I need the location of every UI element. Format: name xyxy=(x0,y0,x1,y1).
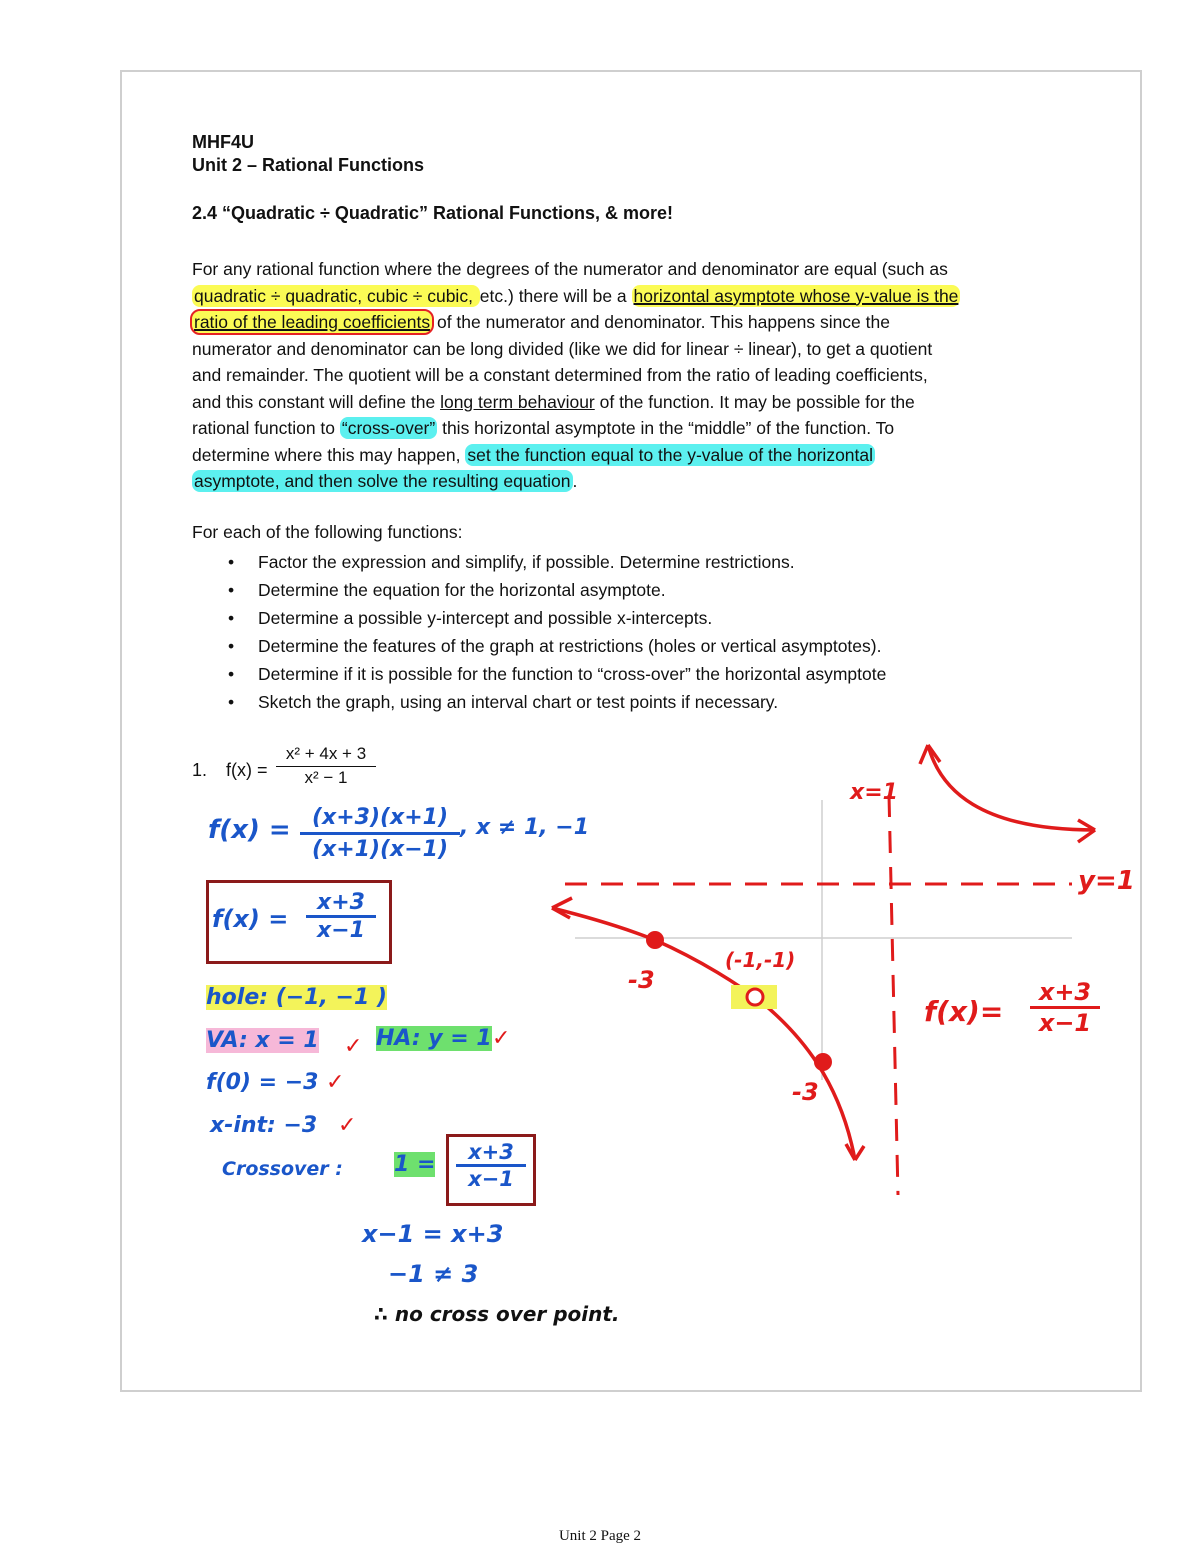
check-mark-icon: ✓ xyxy=(492,1026,511,1051)
ha-label: y=1 xyxy=(1078,866,1135,896)
text: this horizontal asymptote in the “middle” of the function. To xyxy=(437,418,895,438)
highlight-cyan: asymptote, and then solve the resulting equation xyxy=(194,471,571,491)
hw-simplified-denominator: x−1 xyxy=(317,918,365,943)
va-label: x=1 xyxy=(850,780,898,805)
page-footer: Unit 2 Page 2 xyxy=(558,1528,642,1544)
para-line: For any rational function where the degrees of the numerator and denominator are equal (such as xyxy=(192,259,948,279)
instructions-intro: For each of the following functions: xyxy=(192,522,463,542)
hw-crossover-step2: −1 ≠ 3 xyxy=(388,1260,479,1288)
hw-conclusion: ∴ no cross over point. xyxy=(374,1302,620,1326)
check-mark-icon: ✓ xyxy=(344,1034,363,1059)
list-item: • Determine a possible y-intercept and possible x-intercepts. xyxy=(228,608,713,628)
y-intercept-label: -3 xyxy=(792,1078,819,1106)
question-number: 1. xyxy=(192,760,208,780)
hw-crossover-denominator: x−1 xyxy=(468,1167,514,1191)
text: of the numerator and denominator. This happens since the xyxy=(432,312,890,332)
list-item: • Determine the equation for the horizontal asymptote. xyxy=(228,580,666,600)
list-item: • Determine the features of the graph at restrictions (holes or vertical asymptotes). xyxy=(228,636,882,656)
hw-hole: hole: (−1, −1 ) xyxy=(206,985,387,1010)
x-intercept-point xyxy=(646,931,664,949)
highlight-cross-over: “cross-over” xyxy=(341,418,436,438)
hw-crossover-numerator: x+3 xyxy=(456,1140,526,1167)
graph-function-fraction xyxy=(1030,978,1100,1037)
text: of the function. It may be possible for the xyxy=(594,391,915,412)
vertical-asymptote-line xyxy=(889,795,898,1195)
hw-crossover-label: Crossover : xyxy=(222,1158,343,1180)
hw-factored-denominator: (x+1)(x−1) xyxy=(311,837,449,862)
graph-function-lhs: f(x)= xyxy=(924,995,1004,1028)
arrow-left-icon xyxy=(552,898,572,918)
left-branch-curve xyxy=(552,908,855,1160)
text: and this constant will define the xyxy=(192,391,441,412)
hw-x-intercept: x-int: −3 xyxy=(210,1113,318,1138)
text: . xyxy=(572,471,578,491)
hw-restrictions: , x ≠ 1, −1 xyxy=(460,815,590,840)
highlight-horizontal-asymptote: horizontal asymptote whose y-value is the xyxy=(633,285,959,306)
hw-crossover-lhs: 1 = xyxy=(394,1152,436,1177)
hw-horizontal-asymptote: HA: y = 1 xyxy=(376,1026,492,1051)
list-item: • Factor the expression and simplify, if possible. Determine restrictions. xyxy=(228,552,795,572)
lesson-title: 2.4 “Quadratic ÷ Quadratic” Rational Functions, & more! xyxy=(192,203,673,223)
course-code: MHF4U xyxy=(192,132,254,152)
hw-factored-numerator: (x+3)(x+1) xyxy=(300,805,460,835)
question-denominator: x² − 1 xyxy=(304,768,348,787)
hw-simplified-numerator: x+3 xyxy=(306,890,376,918)
question-lhs: f(x) = xyxy=(226,760,268,780)
graph-function-denominator: x−1 xyxy=(1038,1009,1092,1037)
unit-title: Unit 2 – Rational Functions xyxy=(192,155,425,175)
underlined-long-term-behaviour: long term behaviour xyxy=(440,391,595,412)
hw-factored-lhs: f(x) = xyxy=(208,815,291,845)
hw-crossover-step1: x−1 = x+3 xyxy=(362,1220,504,1248)
para-line: and remainder. The quotient will be a constant determined from the ratio of leading coefficients, xyxy=(192,365,928,385)
list-item: • Determine if it is possible for the function to “cross-over” the horizontal asymptote xyxy=(228,664,887,684)
text: etc.) there will be a xyxy=(479,285,632,306)
x-intercept-label: -3 xyxy=(628,966,655,994)
text: rational function to xyxy=(192,418,340,438)
hw-y-intercept: f(0) = −3 xyxy=(206,1070,319,1095)
question-numerator: x² + 4x + 3 xyxy=(276,744,376,767)
text: determine where this may happen, xyxy=(192,444,466,465)
y-intercept-point xyxy=(814,1053,832,1071)
hole-point xyxy=(747,989,763,1005)
hole-label: (-1,-1) xyxy=(725,948,796,972)
hw-vertical-asymptote: VA: x = 1 xyxy=(206,1028,319,1053)
check-mark-icon: ✓ xyxy=(326,1070,345,1095)
highlight-yellow: quadratic ÷ quadratic, cubic ÷ cubic, xyxy=(194,285,478,306)
para-line: numerator and denominator can be long divided (like we did for linear ÷ linear), to get a quotient xyxy=(192,338,933,359)
list-item: • Sketch the graph, using an interval chart or test points if necessary. xyxy=(228,692,779,712)
hw-simplified-lhs: f(x) = xyxy=(212,905,289,933)
right-branch-curve xyxy=(928,745,1095,830)
highlight-cyan: set the function equal to the y-value of the horizontal xyxy=(467,444,874,465)
boxed-ratio-leading-coefficients: ratio of the leading coefficients xyxy=(194,312,431,332)
graph-function-numerator: x+3 xyxy=(1030,978,1100,1009)
check-mark-icon: ✓ xyxy=(338,1113,357,1138)
